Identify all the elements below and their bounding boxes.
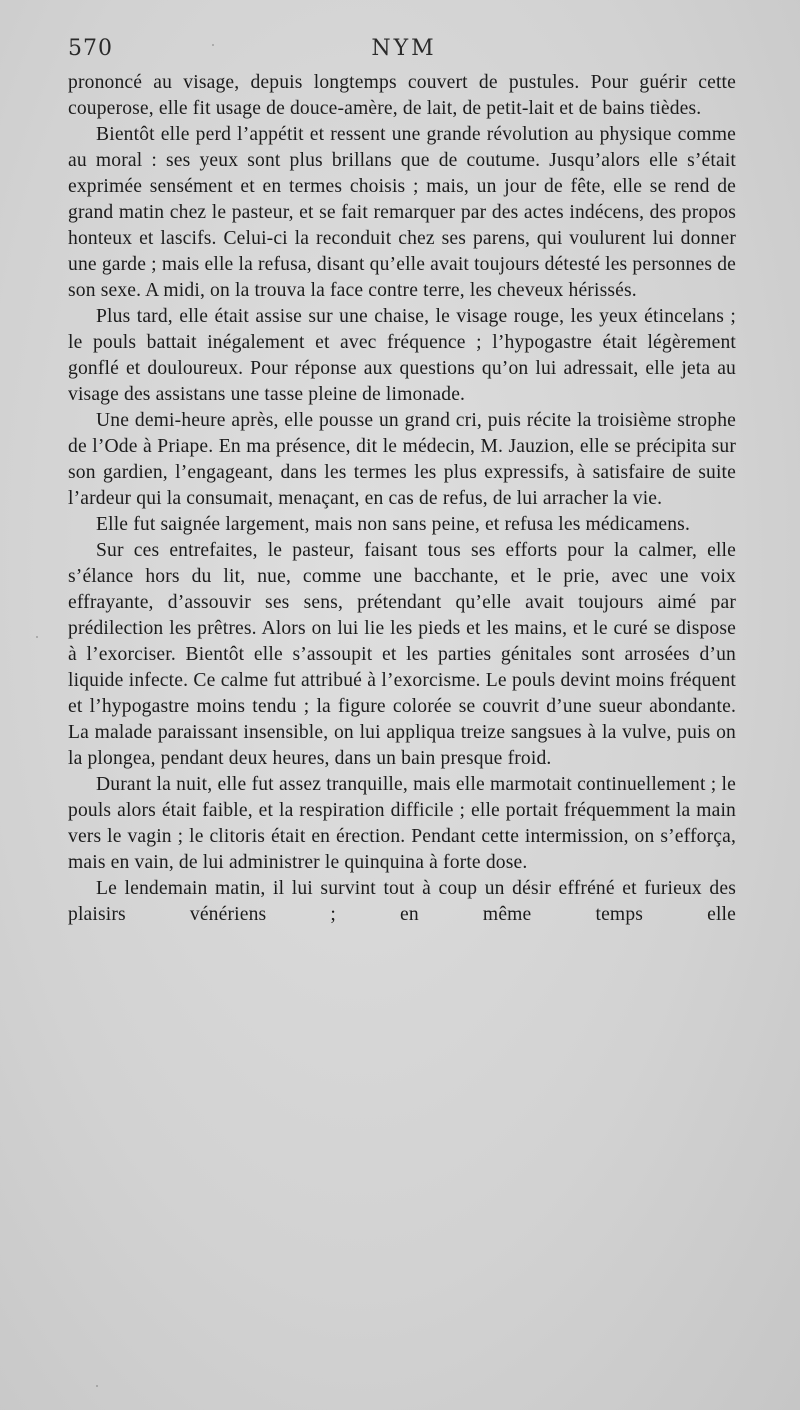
page-number: 570: [68, 36, 113, 61]
paper-speck: [36, 636, 38, 638]
page-header: [68, 36, 740, 66]
running-head: NYM: [371, 36, 437, 61]
paragraph-continues: Le lendemain matin, il lui survint tout à coup un désir effréné et furieux des plaisirs vénériens ; en même temps elle: [68, 878, 736, 925]
body-text: [68, 70, 736, 928]
paragraph: Plus tard, elle était assise sur une chaise, le visage rouge, les yeux étincelans ; le pouls battait inégalement et avec fréquence ; l’hypogastre était légèrement gonflé et douloureux. Pour réponse aux questions qu’on lui adressait, elle jeta au visage des assistans une tasse pleine de limonade.: [68, 306, 736, 405]
paper-speck: [212, 44, 214, 46]
paragraph: Une demi-heure après, elle pousse un grand cri, puis récite la troisième strophe de l’Ode à Priape. En ma présence, dit le médecin, M. Jauzion, elle se précipita sur son gardien, l’engageant, dans les termes les plus expressifs, à satisfaire de suite l’ardeur qui la consumait, menaçant, en cas de refus, de lui arracher la vie.: [68, 410, 736, 509]
paragraph-continuation: prononcé au visage, depuis longtemps couvert de pustules. Pour guérir cette couperose, elle fit usage de douce-amère, de lait, de petit-lait et de bains tièdes.: [68, 72, 736, 119]
paragraph: Durant la nuit, elle fut assez tranquille, mais elle marmotait continuellement ; le pouls alors était faible, et la respiration difficile ; elle portait fréquemment la main vers le vagin ; le clitoris était en érection. Pendant cette intermission, on s’efforça, mais en vain, de lui administrer le quinquina à forte dose.: [68, 774, 736, 873]
paper-speck: [96, 1385, 98, 1387]
paragraph: Elle fut saignée largement, mais non sans peine, et refusa les médicamens.: [96, 514, 691, 535]
paragraph: Sur ces entrefaites, le pasteur, faisant tous ses efforts pour la calmer, elle s’élance hors du lit, nue, comme une bacchante, et le prie, avec une voix effrayante, d’assouvir ses sens, prétendant qu’elle avait toujours aimé par prédilection les prêtres. Alors on lui lie les pieds et les mains, et le curé se dispose à l’exorciser. Bientôt elle s’assoupit et les parties génitales sont arrosées d’un liquide infecte. Ce calme fut attribué à l’exorcisme. Le pouls devint moins fréquent et l’hypogastre moins tendu ; la figure colorée se couvrit d’une sueur abondante. La malade paraissant insensible, on lui appliqua treize sangsues à la vulve, puis on la plongea, pendant deux heures, dans un bain presque froid.: [68, 540, 736, 769]
paragraph: Bientôt elle perd l’appétit et ressent une grande révolution au physique comme au moral : ses yeux sont plus brillans que de coutume. Jusqu’alors elle s’était exprimée sensément et en termes choisis ; mais, un jour de fête, elle se rend de grand matin chez le pasteur, et se fait remarquer par des actes indécens, des propos honteux et lascifs. Celui-ci la reconduit chez ses parens, qui voulurent lui donner une garde ; mais elle la refusa, disant qu’elle avait toujours détesté les personnes de son sexe. A midi, on la trouva la face contre terre, les cheveux hérissés.: [68, 124, 736, 301]
